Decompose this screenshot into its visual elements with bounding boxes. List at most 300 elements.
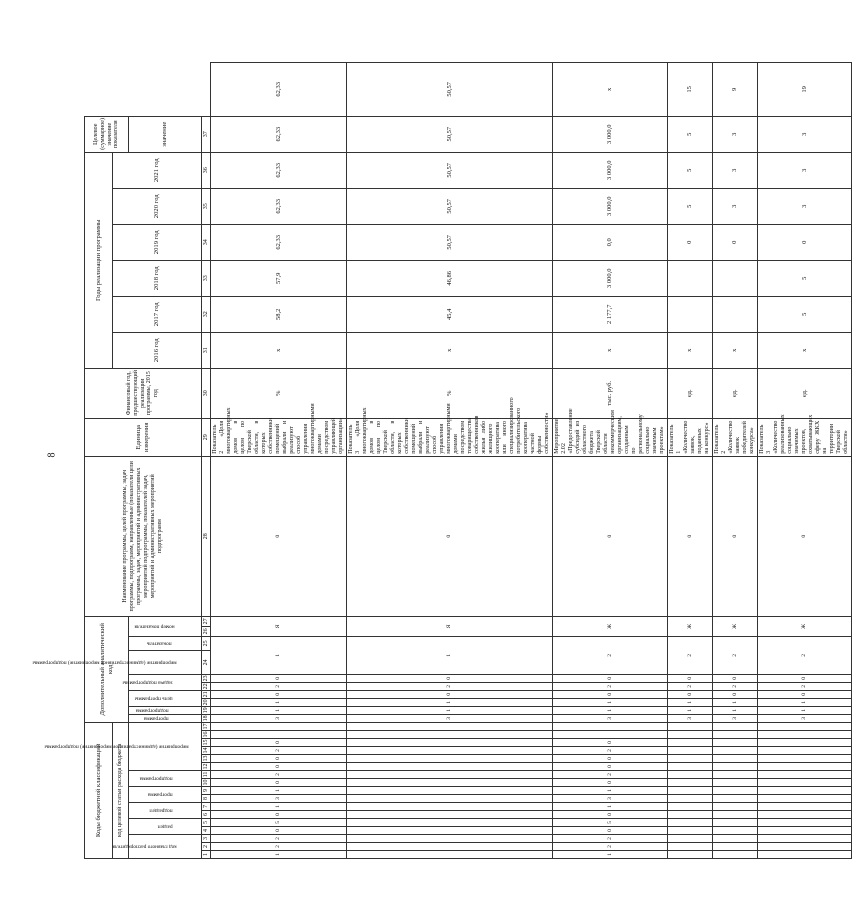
year-header: 2021 год xyxy=(113,152,202,188)
budget-code-cell: 1 xyxy=(553,787,668,795)
target-value-cell: 19 xyxy=(758,63,852,117)
column-number: 2 xyxy=(202,843,211,851)
year-value-cell: 45,4 xyxy=(347,296,553,332)
budget-code-cell: 0 xyxy=(553,811,668,819)
analytic-code-cell: 0 xyxy=(553,674,668,682)
budget-code-cell xyxy=(758,811,852,819)
analytic-code-cell: 0 xyxy=(668,690,713,698)
vertical-col-header xyxy=(129,771,202,787)
budget-code-cell xyxy=(553,722,668,730)
year-header: 2016 год xyxy=(113,332,202,368)
analytic-code-cell: 1 xyxy=(713,706,758,714)
analytic-code-cell: 2 xyxy=(668,636,713,674)
fin-year-cell: х xyxy=(758,332,852,368)
year-value-cell: 62,33 xyxy=(211,116,347,152)
column-number: 34 xyxy=(202,224,211,260)
budget-code-cell xyxy=(713,811,758,819)
column-number: 13 xyxy=(202,755,209,762)
indicator-name: Показатель 3 «Количество реализованных социально значимых проектов, охватывающих сферу ЖКХ на территории Тверской области» xyxy=(758,418,852,456)
budget-code-cell xyxy=(668,819,713,827)
budget-code-cell xyxy=(347,771,553,779)
column-number: 11 xyxy=(202,771,209,778)
year-value-cell: 57,9 xyxy=(211,260,347,296)
year-value-cell: 3 xyxy=(713,152,758,188)
year-value-cell xyxy=(668,296,713,332)
header-row-1 xyxy=(85,63,113,859)
budget-code-cell: 2 xyxy=(211,843,347,851)
analytic-code-cell: 0 xyxy=(347,456,553,616)
column-number: 10 xyxy=(202,779,209,786)
vertical-col-header xyxy=(44,722,202,770)
column-number: 17 xyxy=(202,723,209,730)
target-header: Целевое (суммарное) значение показателя xyxy=(85,116,129,152)
budget-codes-header: Коды бюджетной классификации xyxy=(85,722,113,858)
rotated-page-area xyxy=(32,62,849,859)
analytic-code-cell: 2 xyxy=(553,636,668,674)
year-value-cell: 3 xyxy=(713,188,758,224)
analytic-code-cell: 1 xyxy=(713,698,758,706)
unit-cell: ед. xyxy=(668,368,713,418)
analytic-code-cell: 2 xyxy=(713,636,758,674)
column-number: 37 xyxy=(202,116,211,152)
budget-code-cell: 1 xyxy=(211,787,347,795)
vertical-col-label: задача подпрограммы xyxy=(122,679,173,686)
indicator-name: Показатель 1 «Количество заявок, поданных на конкурс» xyxy=(668,418,713,456)
column-number: 29 xyxy=(202,418,211,456)
year-value-cell: 62,33 xyxy=(211,224,347,260)
budget-code-cell xyxy=(713,747,758,755)
analytic-code-cell: Ж xyxy=(758,616,852,636)
column-number: 24 xyxy=(202,650,211,674)
budget-code-cell xyxy=(713,771,758,779)
budget-code-cell: 0 xyxy=(553,779,668,787)
year-header: 2017 год xyxy=(113,296,202,332)
column-number: 15 xyxy=(202,739,209,746)
budget-code-cell xyxy=(668,835,713,843)
vertical-col-label: номер показателя xyxy=(134,623,175,630)
year-value-cell: 0 xyxy=(758,224,852,260)
fin-year-cell: х xyxy=(668,332,713,368)
analytic-code-cell: 1 xyxy=(668,698,713,706)
column-number: 16 xyxy=(202,731,209,738)
budget-code-cell xyxy=(713,755,758,763)
budget-code-cell xyxy=(713,787,758,795)
target-value-cell: 15 xyxy=(668,63,713,117)
analytic-code-cell: 1 xyxy=(553,698,668,706)
budget-code-cell xyxy=(211,731,347,739)
fin-year-cell: х xyxy=(347,332,553,368)
analytic-code-cell: 0 xyxy=(758,456,852,616)
budget-code-cell xyxy=(553,731,668,739)
analytic-code-cell: 3 xyxy=(553,714,668,722)
analytic-code-cell: 2 xyxy=(347,682,553,690)
budget-code-cell: 2 xyxy=(211,771,347,779)
target-value-header: значение xyxy=(129,116,202,152)
analytic-code-cell: 1 xyxy=(668,706,713,714)
year-value-cell xyxy=(713,296,758,332)
indicator-name: Показатель 2 «Доля многоквартирных домов в целом по Тверской области, в которых собственники помещений выбрали и реализуют способ управления многоквартирными домами посредством управляющей организации» xyxy=(211,418,347,456)
year-value-cell: 3 000,0 xyxy=(553,116,668,152)
budget-code-cell xyxy=(758,779,852,787)
analytic-code-cell: 1 xyxy=(758,698,852,706)
budget-code-cell xyxy=(758,851,852,859)
year-value-cell: 3 xyxy=(713,116,758,152)
analytic-code-cell: 0 xyxy=(713,456,758,616)
vertical-col-label: подпрограмма xyxy=(135,707,169,714)
year-value-cell: 5 xyxy=(668,188,713,224)
budget-code-cell: 1 xyxy=(211,851,347,859)
budget-code-cell xyxy=(713,779,758,787)
budget-code-cell xyxy=(347,739,553,747)
analytic-code-cell: 1 xyxy=(553,706,668,714)
unit-cell: ед. xyxy=(758,368,852,418)
budget-code-cell xyxy=(668,851,713,859)
year-value-cell xyxy=(713,260,758,296)
column-number: 23 xyxy=(202,675,209,682)
budget-code-cell xyxy=(758,787,852,795)
budget-code-cell: 5 xyxy=(553,819,668,827)
budget-code-cell xyxy=(758,747,852,755)
budget-code-cell xyxy=(347,755,553,763)
unit-cell: % xyxy=(347,368,553,418)
budget-code-cell xyxy=(668,739,713,747)
analytic-code-cell: 2 xyxy=(211,682,347,690)
year-value-cell: 5 xyxy=(668,116,713,152)
budget-code-cell: 2 xyxy=(553,843,668,851)
column-number: 31 xyxy=(202,332,211,368)
budget-code-cell xyxy=(347,819,553,827)
analytic-code-cell: 1 xyxy=(347,698,553,706)
budget-code-cell xyxy=(668,722,713,730)
column-number: 22 xyxy=(202,683,209,690)
budget-code-cell xyxy=(347,827,553,835)
year-value-cell: 0 xyxy=(713,224,758,260)
budget-code-cell xyxy=(758,739,852,747)
budget-code-cell xyxy=(347,747,553,755)
budget-code-cell xyxy=(347,722,553,730)
budget-code-cell: 2 xyxy=(211,835,347,843)
data-row xyxy=(211,63,347,859)
analytic-code-cell: 0 xyxy=(758,690,852,698)
target-value-cell: 9 xyxy=(713,63,758,117)
budget-code-cell xyxy=(758,819,852,827)
analytic-code-cell: 0 xyxy=(211,456,347,616)
column-number: 14 xyxy=(202,747,209,754)
year-value-cell: 5 xyxy=(758,260,852,296)
budget-code-cell: 3 xyxy=(553,795,668,803)
budget-code-cell: 0 xyxy=(553,755,668,763)
year-value-cell: 3 xyxy=(758,188,852,224)
year-value-cell: 5 xyxy=(758,296,852,332)
budget-code-cell xyxy=(347,835,553,843)
budget-code-cell: 2 xyxy=(553,771,668,779)
year-value-cell: 62,33 xyxy=(211,188,347,224)
analytic-code-cell: 3 xyxy=(668,714,713,722)
budget-code-cell xyxy=(758,771,852,779)
unit-cell: ед. xyxy=(713,368,758,418)
budget-code-cell: 0 xyxy=(211,811,347,819)
budget-code-cell xyxy=(713,722,758,730)
budget-code-cell xyxy=(713,763,758,771)
column-number: 6 xyxy=(202,811,211,819)
budget-code-cell xyxy=(758,843,852,851)
analytic-code-cell: 0 xyxy=(553,456,668,616)
analytic-code-cell: 0 xyxy=(347,674,553,682)
column-number: 27 xyxy=(202,616,211,626)
budget-code-cell: 2 xyxy=(211,747,347,755)
year-value-cell: 50,57 xyxy=(347,152,553,188)
budget-code-cell xyxy=(668,787,713,795)
vertical-col-label: код главного распорядителя xyxy=(112,843,177,850)
year-value-cell: 3 000,0 xyxy=(553,152,668,188)
budget-code-cell xyxy=(713,739,758,747)
column-number: 18 xyxy=(202,715,209,722)
budget-code-cell: 0 xyxy=(211,779,347,787)
column-number: 33 xyxy=(202,260,211,296)
year-value-cell: 0,0 xyxy=(553,224,668,260)
column-number: 19 xyxy=(202,707,209,714)
vertical-col-header xyxy=(122,674,202,690)
analytic-code-cell: 0 xyxy=(347,690,553,698)
vertical-col-header xyxy=(32,650,202,674)
data-row xyxy=(668,63,713,859)
budget-code-cell xyxy=(713,819,758,827)
year-value-cell: 58,2 xyxy=(211,296,347,332)
budget-code-cell xyxy=(713,851,758,859)
budget-code-cell xyxy=(758,835,852,843)
vertical-col-header xyxy=(129,803,202,819)
vertical-col-header xyxy=(129,690,202,706)
analytic-code-cell: 0 xyxy=(668,456,713,616)
year-value-cell xyxy=(668,260,713,296)
analytic-code-cell: 0 xyxy=(211,690,347,698)
fin-year-cell: х xyxy=(713,332,758,368)
indicator-name: Мероприятие 2.02 «Предоставление субсидий из областного бюджета Тверской области некоммерческим организациям, созданным по региональному социально значимым проектам» xyxy=(553,418,668,456)
budget-code-cell: 3 xyxy=(211,795,347,803)
budget-code-cell: 1 xyxy=(211,803,347,811)
budget-code-cell xyxy=(758,803,852,811)
vertical-col-label: раздел xyxy=(157,823,173,830)
unit-header: Единица измерения xyxy=(85,418,202,456)
budget-code-cell xyxy=(668,843,713,851)
budget-code-cell xyxy=(713,843,758,851)
budget-code-cell xyxy=(668,811,713,819)
budget-code-cell xyxy=(668,755,713,763)
vertical-col-label: показатель xyxy=(146,640,172,647)
budget-code-cell xyxy=(347,787,553,795)
column-number: 32 xyxy=(202,296,211,332)
budget-code-cell: 0 xyxy=(211,755,347,763)
budget-code-cell xyxy=(211,722,347,730)
year-value-cell: 3 000,0 xyxy=(553,188,668,224)
analytic-code-cell: 2 xyxy=(668,682,713,690)
analytic-code-cell: 1 xyxy=(347,636,553,674)
vertical-col-label: подраздел xyxy=(149,807,173,814)
year-header: 2018 год xyxy=(113,260,202,296)
vertical-col-label: мероприятие (административное мероприятие) подпрограммы xyxy=(32,659,177,666)
data-row xyxy=(553,63,668,859)
column-number: 4 xyxy=(202,827,211,835)
vertical-col-header xyxy=(129,706,202,714)
program-indicator-table xyxy=(32,62,852,859)
target-value-cell: х xyxy=(553,63,668,117)
budget-code-cell xyxy=(713,835,758,843)
data-row xyxy=(347,63,553,859)
vertical-col-label: программа xyxy=(147,791,173,798)
budget-code-cell xyxy=(758,795,852,803)
budget-code-cell: 0 xyxy=(553,827,668,835)
fin-year-header: Финансовый год, предшествующий реализации программы, 2015 год xyxy=(85,368,202,418)
analytic-code-cell: 1 xyxy=(758,706,852,714)
analytic-code-cell: Я xyxy=(211,616,347,636)
budget-code-cell: 0 xyxy=(211,827,347,835)
year-value-cell: 50,57 xyxy=(347,188,553,224)
analytic-code-cell: 3 xyxy=(211,714,347,722)
vertical-col-label: подпрограмма xyxy=(139,775,173,782)
target-value-cell: 62,33 xyxy=(211,63,347,117)
analytic-code-cell: 0 xyxy=(668,674,713,682)
analytic-code-cell: Ж xyxy=(668,616,713,636)
budget-code-cell xyxy=(347,803,553,811)
year-value-cell: 62,33 xyxy=(211,152,347,188)
budget-code-cell xyxy=(347,763,553,771)
analytic-code-cell: 1 xyxy=(211,706,347,714)
budget-code-cell xyxy=(347,843,553,851)
vertical-col-header xyxy=(129,819,202,835)
column-number: 1 xyxy=(202,851,211,859)
column-number: 35 xyxy=(202,188,211,224)
budget-code-cell xyxy=(758,827,852,835)
budget-code-cell xyxy=(668,779,713,787)
budget-code-cell xyxy=(758,731,852,739)
analytic-code-cell: 0 xyxy=(211,674,347,682)
vertical-col-header xyxy=(129,714,202,722)
year-value-cell: 50,57 xyxy=(347,116,553,152)
budget-code-cell: 0 xyxy=(553,763,668,771)
column-number: 25 xyxy=(202,636,211,650)
analytic-code-cell: Я xyxy=(347,616,553,636)
budget-code-cell: 0 xyxy=(553,739,668,747)
budget-code-cell xyxy=(347,811,553,819)
analytic-code-cell: 3 xyxy=(347,714,553,722)
budget-code-cell: 1 xyxy=(553,851,668,859)
column-number-row xyxy=(202,63,211,859)
budget-code-cell: 1 xyxy=(553,803,668,811)
analytic-code-cell: 0 xyxy=(758,674,852,682)
year-header: 2019 год xyxy=(113,224,202,260)
budget-code-cell: 2 xyxy=(553,747,668,755)
analytic-code-cell: 2 xyxy=(758,682,852,690)
vertical-col-header xyxy=(129,787,202,803)
column-number: 21 xyxy=(202,691,209,698)
analytic-code-cell: 1 xyxy=(211,698,347,706)
column-number: 36 xyxy=(202,152,211,188)
analytic-code-cell: 0 xyxy=(713,674,758,682)
year-header: 2020 год xyxy=(113,188,202,224)
data-row xyxy=(758,63,852,859)
indicator-name: Показатель 2 «Количество заявок победителей конкурса» xyxy=(713,418,758,456)
unit-cell: % xyxy=(211,368,347,418)
budget-code-cell: 5 xyxy=(211,819,347,827)
analytic-code-cell: 0 xyxy=(553,690,668,698)
year-value-cell: 50,57 xyxy=(347,224,553,260)
year-value-cell: 5 xyxy=(668,152,713,188)
budget-code-cell xyxy=(758,755,852,763)
column-number: 3 xyxy=(202,835,211,843)
year-value-cell: 3 000,0 xyxy=(553,260,668,296)
budget-code-cell xyxy=(668,731,713,739)
budget-code-cell xyxy=(758,722,852,730)
budget-code-cell xyxy=(758,763,852,771)
budget-code-cell xyxy=(347,731,553,739)
column-number: 30 xyxy=(202,368,211,418)
analytic-code-cell: 3 xyxy=(713,714,758,722)
years-header: Годы реализации программы xyxy=(85,152,113,368)
indicator-name: Показатель 3 «Доля многоквартирных домов в целом по Тверской области, в которых собственники помещений выбрали и реализуют способ управления многоквартирными домами посредством товарищества собственников жилья либо жилищного кооператива или иного специализированного потребительского кооператива частной формы собственности» xyxy=(347,418,553,456)
analytic-code-cell: Ж xyxy=(713,616,758,636)
target-value-cell: 50,57 xyxy=(347,63,553,117)
vertical-col-label: мероприятие (административное мероприятие) подпрограммы xyxy=(44,743,189,750)
budget-code-cell xyxy=(668,763,713,771)
analytic-code-cell: 3 xyxy=(758,714,852,722)
analytic-code-header: Дополнительный аналитический код xyxy=(85,616,129,722)
year-value-cell: 3 xyxy=(758,152,852,188)
column-number: 9 xyxy=(202,787,211,795)
column-number: 28 xyxy=(202,456,211,616)
vertical-col-header xyxy=(129,616,202,636)
budget-code-cell xyxy=(668,803,713,811)
year-value-cell: 2 177,7 xyxy=(553,296,668,332)
page-number: 8 xyxy=(46,452,58,458)
analytic-code-cell: 2 xyxy=(553,682,668,690)
budget-code-cell xyxy=(668,771,713,779)
program-table-sheet xyxy=(32,62,849,859)
column-number: 26 xyxy=(202,628,209,635)
fin-year-cell: х xyxy=(553,332,668,368)
column-number: 12 xyxy=(202,763,209,770)
column-number: 8 xyxy=(202,795,211,803)
budget-code-cell xyxy=(668,747,713,755)
analytic-code-cell: 0 xyxy=(713,690,758,698)
budget-code-cell xyxy=(713,827,758,835)
unit-cell: тыс. руб. xyxy=(553,368,668,418)
year-value-cell: 3 xyxy=(758,116,852,152)
budget-code-cell xyxy=(668,827,713,835)
vertical-col-label: программа xyxy=(143,715,169,722)
analytic-code-cell: 2 xyxy=(713,682,758,690)
year-value-cell: 46,86 xyxy=(347,260,553,296)
budget-code-cell xyxy=(347,779,553,787)
fin-year-cell: х xyxy=(211,332,347,368)
vertical-col-label: цель программы xyxy=(134,695,173,702)
budget-code-cell xyxy=(347,795,553,803)
analytic-code-cell: 1 xyxy=(347,706,553,714)
year-value-cell: 0 xyxy=(668,224,713,260)
budget-code-cell xyxy=(347,851,553,859)
analytic-code-cell: 2 xyxy=(758,636,852,674)
budget-code-cell: 0 xyxy=(211,763,347,771)
budget-code-cell: 0 xyxy=(211,739,347,747)
program-name-header: Наименование программы, целей программы, задач программы, подпрограмм, направленные (показатели цели программы, задач, мероприятий и административных мероприятий подпрограммы, показателей задач, мероприятий и административных мероприятий подпрограмм xyxy=(85,456,202,616)
column-number: 5 xyxy=(202,819,211,827)
budget-code-cell: 2 xyxy=(553,835,668,843)
column-number: 20 xyxy=(202,699,209,706)
analytic-code-cell: 1 xyxy=(211,636,347,674)
budget-code-cell xyxy=(713,731,758,739)
data-row xyxy=(713,63,758,859)
vertical-col-header xyxy=(112,835,202,859)
expense-item-header: код целевой статьи расхода бюджета xyxy=(113,722,129,858)
